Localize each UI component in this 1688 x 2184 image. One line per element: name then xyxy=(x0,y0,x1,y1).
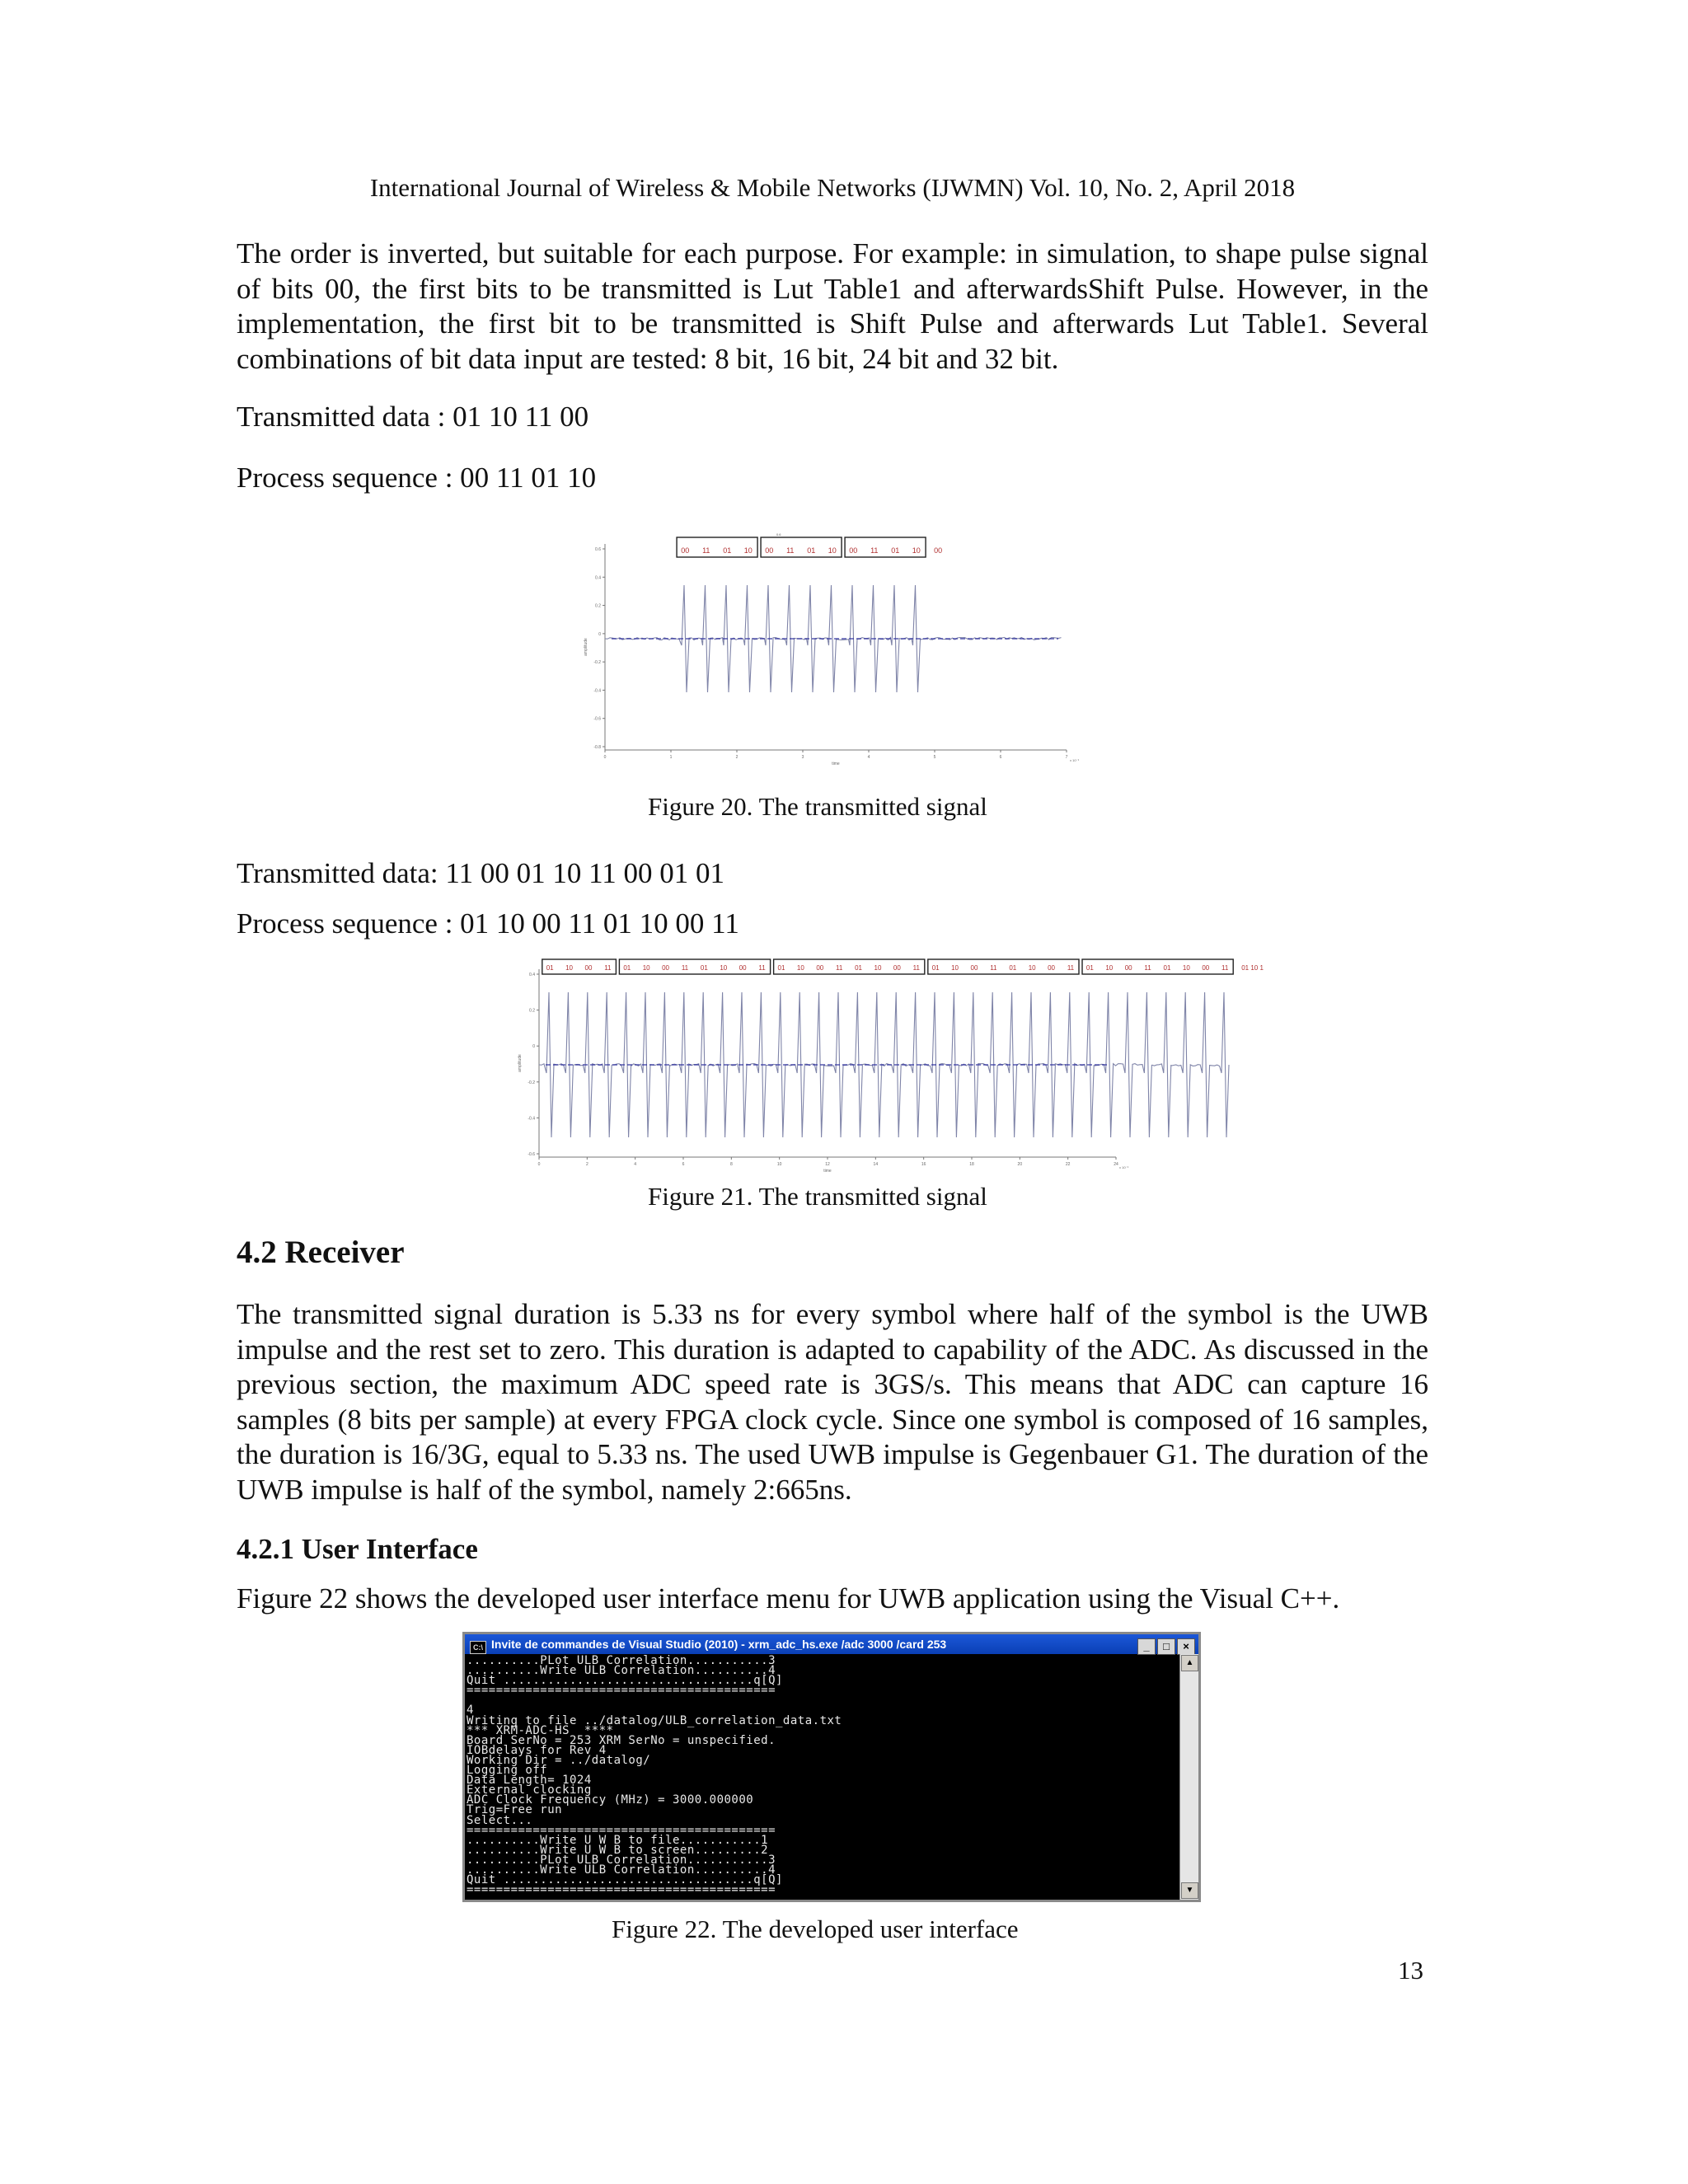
symbol-label: 01 xyxy=(931,964,940,972)
console-line: ..........PLot ULB Correlation...........3 xyxy=(467,1853,776,1867)
console-line: Data Length= 1024 xyxy=(467,1774,592,1788)
x-tick-label: 10 xyxy=(776,1162,782,1167)
symbol-label: 11 xyxy=(912,964,920,972)
console-line: Quit ..................................q[Q] xyxy=(467,1873,783,1887)
symbol-label: 01 xyxy=(723,546,732,555)
console-output xyxy=(467,1656,1177,1900)
symbol-label: 01 xyxy=(777,964,785,972)
symbol-label: 10 xyxy=(642,964,650,972)
x-tick-label: 6 xyxy=(999,755,1002,760)
x-axis-label: time xyxy=(832,762,840,766)
y-tick-label: -0.2 xyxy=(528,1080,535,1085)
console-scrollbar[interactable] xyxy=(1179,1654,1198,1900)
symbol-label: 00 xyxy=(970,964,978,972)
y-tick-label: -0.4 xyxy=(593,688,601,694)
trailing-symbol-label: 00 xyxy=(934,546,943,555)
x-tick-label: 24 xyxy=(1114,1162,1118,1167)
window-controls xyxy=(1136,1636,1195,1656)
trailing-symbol-label: 01 10 1 xyxy=(1241,964,1264,972)
symbol-label: 00 xyxy=(1048,964,1056,972)
console-line: ..........Write U W B to file...........1 xyxy=(467,1833,769,1847)
console-line: IOBdelays for Rev 4 xyxy=(467,1743,607,1757)
intro-paragraph: The order is inverted, but suitable for each purpose. For example: in simulation, to shape pulse signal of bits 00, the first bits to be transmitted is Lut Table1 and afterwardsShift Pulse. However, in the implementation, the first bit to be transmitted is Shift Pulse and afterwards Lut Table1. Several combinations of bit data input are tested: 8 bit, 16 bit, 24 bit and 32 bit. xyxy=(237,237,1428,375)
console-line: Quit ..................................q[Q] xyxy=(467,1674,783,1688)
console-line: ..........Write ULB Correlation..........4 xyxy=(467,1863,776,1877)
symbol-label: 11 xyxy=(1144,964,1151,972)
symbol-label: 00 xyxy=(1124,964,1132,972)
symbol-label: 10 xyxy=(1028,964,1036,972)
symbol-label: 10 xyxy=(720,964,728,972)
y-tick-label: 0.4 xyxy=(595,575,601,581)
symbol-label: 11 xyxy=(870,546,879,555)
symbol-label: 01 xyxy=(1085,964,1094,972)
console-line: Board SerNo = 253 XRM SerNo = unspecified. xyxy=(467,1733,776,1747)
x-tick-label: 22 xyxy=(1065,1162,1071,1167)
x-tick-label: 2 xyxy=(735,755,738,760)
y-tick-label: 0.4 xyxy=(529,972,535,977)
symbol-label: 01 xyxy=(700,964,708,972)
scroll-up-arrow-icon[interactable]: ▲ xyxy=(1181,1655,1198,1671)
x-axis-exponent: x 10⁻⁹ xyxy=(1070,758,1080,762)
x-axis-label: time xyxy=(823,1169,832,1174)
console-line xyxy=(467,1695,1177,1705)
symbol-label: 10 xyxy=(874,964,882,972)
console-line: Trig=Free run xyxy=(467,1803,563,1817)
console-titlebar xyxy=(465,1634,1198,1654)
y-axis-label: amplitude xyxy=(584,638,588,656)
console-line: ..........Write U W B to screen.........2 xyxy=(467,1843,769,1857)
page-number: 13 xyxy=(1398,1956,1423,1985)
symbol-label: 01 xyxy=(1009,964,1017,972)
x-tick-label: 14 xyxy=(873,1162,879,1167)
symbol-label: 00 xyxy=(738,964,747,972)
symbol-label: 11 xyxy=(990,964,997,972)
console-line: ..........PLot ULB Correlation...........3 xyxy=(467,1654,776,1667)
x-tick-label: 3 xyxy=(801,755,804,760)
symbol-label: 01 xyxy=(891,546,900,555)
minimize-button[interactable]: _ xyxy=(1137,1638,1156,1655)
y-tick-label: 0.2 xyxy=(529,1008,535,1014)
console-line: ========================================== xyxy=(467,1684,776,1698)
console-line: External clocking xyxy=(467,1783,592,1797)
close-button[interactable]: × xyxy=(1177,1638,1195,1655)
x-tick-label: 2 xyxy=(585,1162,588,1167)
user-interface-paragraph: Figure 22 shows the developed user interface menu for UWB application using the Visual C++. xyxy=(237,1582,1340,1615)
y-tick-label: 0.6 xyxy=(595,547,601,552)
example2-process-sequence: Process sequence : 01 10 00 11 01 10 00 11 xyxy=(237,907,739,940)
symbol-label: 11 xyxy=(786,546,795,555)
x-tick-label: 4 xyxy=(867,755,870,760)
symbol-label: 01 xyxy=(855,964,863,972)
console-line: Logging off xyxy=(467,1764,548,1778)
symbol-label: 10 xyxy=(1182,964,1190,972)
figure-20-caption: Figure 20. The transmitted signal xyxy=(648,792,987,821)
symbol-label: 11 xyxy=(604,964,612,972)
symbol-label: 10 xyxy=(796,964,804,972)
console-line: Select... xyxy=(467,1813,533,1827)
y-tick-label: 0 xyxy=(532,1044,535,1050)
console-window-title: Invite de commandes de Visual Studio (2010) - xrm_adc_hs.exe /adc 3000 /card 253 xyxy=(491,1638,947,1651)
x-tick-label: 0 xyxy=(537,1162,541,1167)
symbol-label: 00 xyxy=(1202,964,1210,972)
x-tick-label: 5 xyxy=(933,755,936,760)
section-heading-receiver: 4.2 Receiver xyxy=(237,1235,405,1270)
symbol-label: 11 xyxy=(681,964,689,972)
symbol-label: 00 xyxy=(893,964,901,972)
x-tick-label: 6 xyxy=(682,1162,685,1167)
subsection-heading-user-interface: 4.2.1 User Interface xyxy=(237,1533,478,1565)
x-tick-label: 7 xyxy=(1065,755,1068,760)
y-tick-label: -0.6 xyxy=(593,716,601,722)
symbol-label: 00 xyxy=(584,964,593,972)
console-line: ..........Write ULB Correlation..........4 xyxy=(467,1664,776,1678)
x-tick-label: 4 xyxy=(634,1162,637,1167)
figure-21-caption: Figure 21. The transmitted signal xyxy=(648,1182,987,1211)
console-line: ========================================== xyxy=(467,1823,776,1837)
figure-20 xyxy=(577,532,1096,775)
symbol-label: 01 xyxy=(546,964,554,972)
console-line: Writing to file ../datalog/ULB_correlation_data.txt xyxy=(467,1713,842,1727)
console-line: ADC Clock Frequency (MHz) = 3000.000000 xyxy=(467,1793,754,1807)
console-window xyxy=(462,1632,1201,1902)
symbol-label: 10 xyxy=(743,546,753,555)
x-tick-label: 0 xyxy=(603,755,607,760)
symbol-label: 10 xyxy=(912,546,921,555)
example1-process-sequence: Process sequence : 00 11 01 10 xyxy=(237,462,597,494)
symbol-label: 11 xyxy=(702,546,710,555)
y-tick-label: -0.6 xyxy=(528,1152,535,1157)
y-tick-label: -0.8 xyxy=(593,745,601,750)
running-header: International Journal of Wireless & Mobile Networks (IJWMN) Vol. 10, No. 2, April 2018 xyxy=(369,173,1296,202)
symbol-label: 01 xyxy=(1163,964,1171,972)
y-tick-label: 0.2 xyxy=(595,603,601,609)
y-axis-label: amplitude xyxy=(518,1054,523,1072)
symbol-label: 00 xyxy=(816,964,824,972)
x-tick-label: 1 xyxy=(669,755,673,760)
console-line: *** XRM-ADC-HS **** xyxy=(467,1723,614,1737)
y-tick-label: 0 xyxy=(598,631,601,637)
symbol-label: 01 xyxy=(623,964,631,972)
scroll-down-arrow-icon[interactable]: ▼ xyxy=(1181,1882,1198,1899)
figure-21 xyxy=(516,958,1264,1174)
symbol-label: 11 xyxy=(1067,964,1075,972)
symbol-label: 11 xyxy=(758,964,766,972)
y-tick-label: -0.4 xyxy=(528,1116,535,1122)
symbol-label: 00 xyxy=(681,546,690,555)
x-tick-label: 18 xyxy=(969,1162,974,1167)
example2-transmitted-data: Transmitted data: 11 00 01 10 11 00 01 01 xyxy=(237,857,725,889)
y-tick-label: -0.2 xyxy=(593,660,601,666)
example1-transmitted-data: Transmitted data : 01 10 11 00 xyxy=(237,401,589,433)
figure-20-plot xyxy=(577,532,1096,775)
console-app-icon: C:\ xyxy=(470,1641,486,1654)
symbol-label: 11 xyxy=(836,964,843,972)
figure-22-caption: Figure 22. The developed user interface xyxy=(612,1915,1019,1943)
console-line: 4 xyxy=(467,1704,474,1718)
x-tick-label: 20 xyxy=(1017,1162,1023,1167)
symbol-label: 10 xyxy=(1105,964,1114,972)
x-tick-label: 12 xyxy=(825,1162,830,1167)
console-line: ========================================== xyxy=(467,1883,776,1897)
x-tick-label: 8 xyxy=(729,1162,733,1167)
symbol-label: 10 xyxy=(951,964,959,972)
top-marker-label: 0.6 xyxy=(776,532,781,537)
figure-21-plot xyxy=(516,958,1264,1174)
receiver-paragraph: The transmitted signal duration is 5.33 ns for every symbol where half of the symbol is the UWB impulse and the rest set to zero. This duration is adapted to capability of the ADC. As discussed in the previous section, the maximum ADC speed rate is 3GS/s. This means that ADC can capture 16 samples (8 bits per sample) at every FPGA clock cycle. Since one symbol is composed of 16 samples, the duration is 16/3G, equal to 5.33 ns. The used UWB impulse is Gegenbauer G1. The duration of the UWB impulse is half of the symbol, namely 2:665ns. xyxy=(237,1298,1428,1506)
symbol-label: 10 xyxy=(828,546,837,555)
console-line: Working Dir = ../datalog/ xyxy=(467,1753,651,1767)
maximize-button[interactable]: □ xyxy=(1157,1638,1175,1655)
x-tick-label: 16 xyxy=(921,1162,926,1167)
symbol-label: 00 xyxy=(662,964,670,972)
x-axis-exponent: x 10⁻⁹ xyxy=(1119,1165,1129,1169)
symbol-label: 11 xyxy=(1221,964,1229,972)
symbol-label: 00 xyxy=(849,546,858,555)
symbol-label: 00 xyxy=(765,546,774,555)
symbol-label: 10 xyxy=(565,964,574,972)
symbol-label: 01 xyxy=(807,546,816,555)
